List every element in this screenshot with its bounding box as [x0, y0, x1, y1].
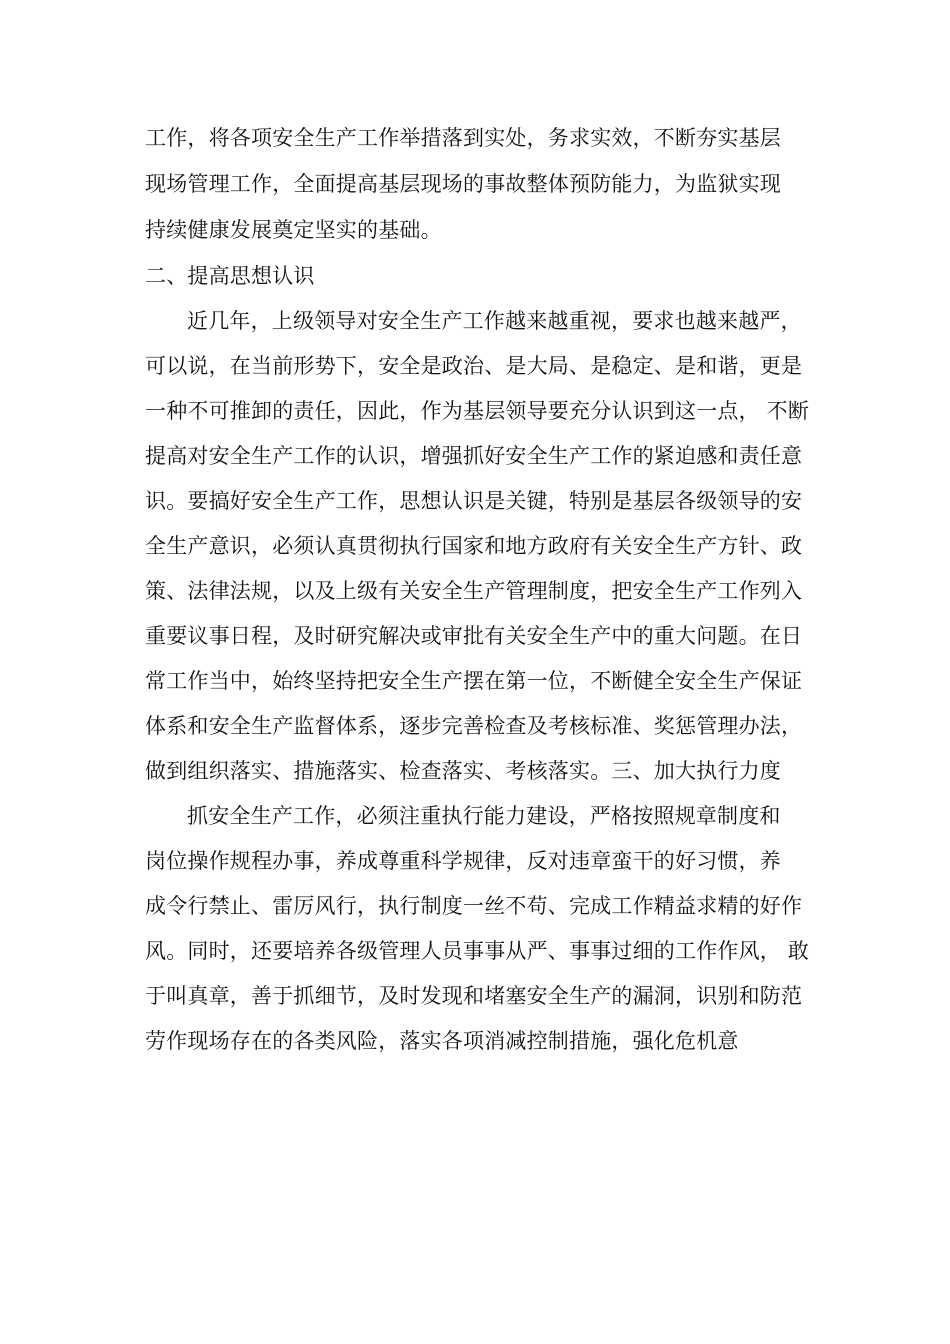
text-line: 一种不可推卸的责任，因此，作为基层领导要充分认识到这一点， 不断 — [145, 399, 810, 423]
text-line: 重要议事日程，及时研究解决或审批有关安全生产中的重大问题。在日 — [145, 624, 803, 648]
text-line: 于叫真章，善于抓细节，及时发现和堵塞安全生产的漏洞，识别和防范 — [145, 984, 803, 1008]
section-heading: 二、提高思想认识 — [145, 264, 315, 288]
text-line: 工作，将各项安全生产工作举措落到实处，务求实效，不断夯实基层 — [145, 126, 781, 150]
text-line: 持续健康发展奠定坚实的基础。 — [145, 218, 442, 242]
text-line: 体系和安全生产监督体系，逐步完善检查及考核标准、奖惩管理办法， — [145, 714, 803, 738]
text-line: 全生产意识，必须认真贯彻执行国家和地方政府有关安全生产方针、政 — [145, 534, 803, 558]
text-line: 做到组织落实、措施落实、检查落实、考核落实。三、加大执行力度 — [145, 759, 781, 783]
text-line: 提高对安全生产工作的认识，增强抓好安全生产工作的紧迫感和责任意 — [145, 444, 803, 468]
text-line: 策、法律法规，以及上级有关安全生产管理制度，把安全生产工作列入 — [145, 579, 803, 603]
text-line: 可以说，在当前形势下，安全是政治、是大局、是稳定、是和谐，更是 — [145, 354, 803, 378]
text-line: 常工作当中，始终坚持把安全生产摆在第一位，不断健全安全生产保证 — [145, 669, 803, 693]
text-line: 岗位操作规程办事，养成尊重科学规律，反对违章蛮干的好习惯，养 — [145, 849, 781, 873]
text-line: 劳作现场存在的各类风险，落实各项消减控制措施，强化危机意 — [145, 1029, 739, 1053]
text-line: 现场管理工作，全面提高基层现场的事故整体预防能力，为监狱实现 — [145, 172, 781, 196]
text-line: 抓安全生产工作，必须注重执行能力建设，严格按照规章制度和 — [187, 804, 781, 828]
text-line: 识。要搞好安全生产工作，思想认识是关键，特别是基层各级领导的安 — [145, 489, 803, 513]
text-line: 成令行禁止、雷厉风行，执行制度一丝不苟、完成工作精益求精的好作 — [145, 894, 803, 918]
text-line: 近几年，上级领导对安全生产工作越来越重视，要求也越来越严， — [187, 309, 802, 333]
text-line: 风。同时，还要培养各级管理人员事事从严、事事过细的工作作风， 敢 — [145, 939, 810, 963]
